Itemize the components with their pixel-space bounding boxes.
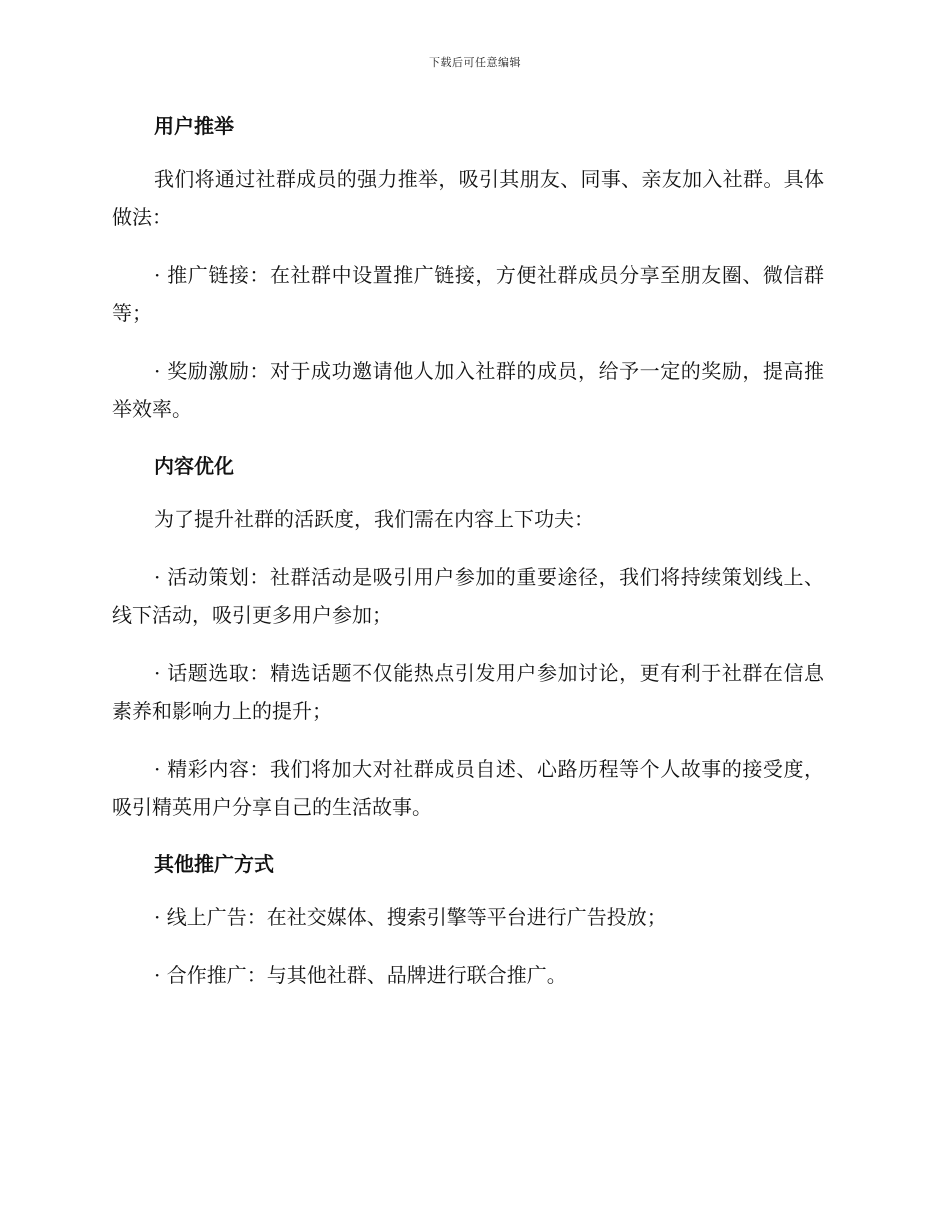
bullet-paragraph: · 活动策划：社群活动是吸引用户参加的重要途径，我们将持续策划线上、线下活动，吸引更多用户参加； [112,565,824,627]
bullet-paragraph: · 合作推广：与其他社群、品牌进行联合推广。 [154,963,567,987]
bullet-paragraph: · 话题选取：精选话题不仅能热点引发用户参加讨论，更有利于社群在信息素养和影响力上的提升； [112,661,824,723]
bullet-paragraph: · 线上广告：在社交媒体、搜索引擎等平台进行广告投放； [154,905,667,929]
bullet-paragraph: · 推广链接：在社群中设置推广链接，方便社群成员分享至朋友圈、微信群等； [112,263,824,325]
bullet-paragraph: · 奖励激励：对于成功邀请他人加入社群的成员，给予一定的奖励，提高推举效率。 [112,359,824,421]
section-user-referral [112,108,824,428]
header-note: 下载后可任意编辑 [429,56,521,69]
bullet-paragraph: · 精彩内容：我们将加大对社群成员自述、心路历程等个人故事的接受度，吸引精英用户分享自己的生活故事。 [112,757,824,819]
section-heading: 用户推举 [154,114,234,138]
section-other-promotion [112,846,824,994]
document-body [112,108,824,1014]
paragraph: 我们将通过社群成员的强力推举，吸引其朋友、同事、亲友加入社群。具体做法： [112,167,824,229]
section-content-optimization [112,448,824,826]
paragraph: 为了提升社群的活跃度，我们需在内容上下功夫： [154,507,594,531]
section-heading: 内容优化 [154,454,234,478]
section-heading: 其他推广方式 [154,852,274,876]
